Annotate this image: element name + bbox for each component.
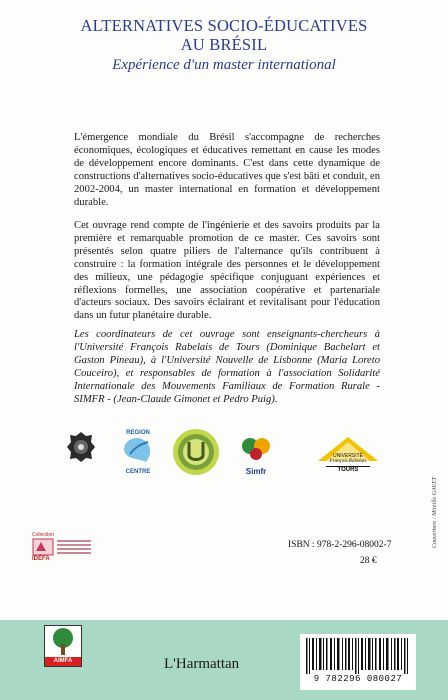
simfr-logo xyxy=(236,434,276,478)
aimfa-label: AIMFA xyxy=(45,657,81,666)
paragraph-coordinators: Les coordinateurs de cet ouvrage sont enseignants-chercheurs à l'Université François Rabelais de Tours (Dominique Bachelart et Gaston Pineau), à l'Université Nouvelle de Lisbonne (Maria Loreto Couceiro), et responsables de formation à l'association Solidarité Internationale des Mouvements Familiaux de Formation Rurale - SIMFR - (Jean-Claude Gimonet et Pedro Puig). xyxy=(74,329,380,405)
centre-label: CENTRE xyxy=(125,469,151,475)
collection-label: Collection xyxy=(32,532,54,538)
simfr-symbol-icon xyxy=(236,434,276,462)
aimfa-logo xyxy=(44,625,82,667)
isbn: ISBN : 978-2-296-08002-7 xyxy=(288,540,392,550)
region-leaf-icon xyxy=(118,436,158,464)
barcode xyxy=(300,634,416,690)
title-line-1: ALTERNATIVES SOCIO-ÉDUCATIVES xyxy=(80,16,368,35)
cover-credit: Couverture : Mireille GAVET xyxy=(432,476,438,548)
paragraph-content: Cet ouvrage rend compte de l'ingénierie et des savoirs produits par la première et remarquable promotion de ce master. Ces savoirs sont présentés selon quatre piliers de l'alternance qu'ils contribuent à construire : la formation intégrale des personnes et le développement des milieux, une pédagogie spécifique conjuguant expériences et réflexions formelles, une association coopérative et partenariale d'acteurs sociaux. Des savoirs éclairant et revitalisant pour l'éducation dans un futur planétaire durable. xyxy=(74,220,380,322)
barcode-bars xyxy=(300,634,416,674)
universite-tours-logo xyxy=(316,436,380,480)
region-centre-logo xyxy=(118,430,158,476)
title-line-2: AU BRÉSIL xyxy=(180,35,268,54)
simfr-label: Simfr xyxy=(245,467,267,476)
tours-label: TOURS xyxy=(326,466,370,473)
paragraph-intro: L'émergence mondiale du Brésil s'accompagne de recherches économiques, écologiques et éducatives remettant en cause les modes de développement encore dominants. C'est dans cette dynamique de constructions d'alternatives socio-éducatives que s'est bâti et conduit, en 2002-2004, un master international en formation et développement durable. xyxy=(74,132,380,208)
price: 28 € xyxy=(360,556,377,566)
universite-label: UNIVERSITÉ xyxy=(332,453,363,459)
coat-of-arms-logo xyxy=(64,430,98,464)
footer-band xyxy=(0,620,448,700)
idefa-symbol-icon xyxy=(32,538,54,556)
region-label: REGION xyxy=(126,430,150,436)
partner-logos xyxy=(0,428,448,498)
subtitle: Expérience d'un master international xyxy=(112,57,336,73)
collection-idefa-logo xyxy=(32,532,94,568)
barcode-digits: 9 782296 080027 xyxy=(313,674,403,684)
university-seal-logo xyxy=(172,428,220,476)
idefa-label: IDÉFA xyxy=(32,556,50,562)
rabelais-label: François Rabelais xyxy=(329,459,367,464)
tree-icon xyxy=(45,626,81,657)
publisher-name: L'Harmattan xyxy=(164,656,240,672)
